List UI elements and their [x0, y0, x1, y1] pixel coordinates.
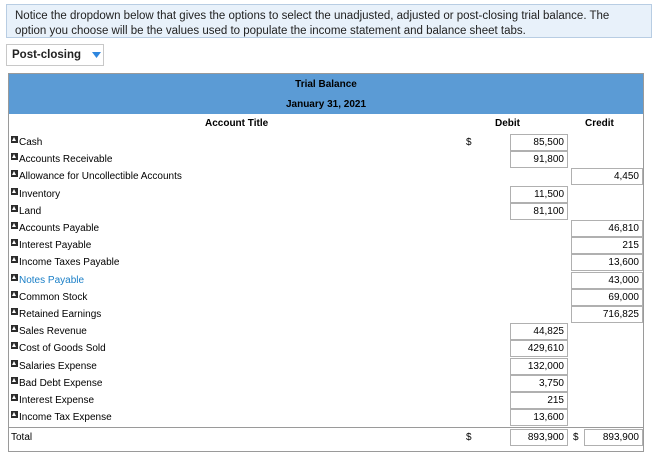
move-row-icon[interactable] [11, 325, 18, 332]
total-separator [9, 427, 643, 428]
account-title-cell[interactable] [11, 272, 84, 289]
account-title-cell [11, 392, 94, 409]
table-row [9, 323, 643, 340]
move-row-icon[interactable] [11, 136, 18, 143]
account-title-cell [11, 375, 102, 392]
account-title-text: Interest Expense [19, 395, 95, 406]
account-title-text: Bad Debt Expense [19, 377, 103, 389]
credit-cell[interactable]: 4,450 [571, 168, 643, 185]
account-title-text: Allowance for Uncollectible Accounts [19, 171, 182, 183]
move-row-icon[interactable] [11, 360, 18, 367]
account-title-text: Land [19, 205, 42, 217]
credit-cell[interactable]: 13,600 [571, 254, 643, 271]
move-row-icon[interactable] [11, 342, 18, 349]
table-row [9, 358, 643, 375]
account-title-text: Notes Payable [19, 274, 85, 286]
move-row-icon[interactable] [11, 239, 18, 246]
move-row-icon[interactable] [11, 256, 18, 263]
dropdown-selected-value: Post-closing [12, 49, 82, 61]
account-title-text: Salaries Expense [19, 360, 97, 372]
move-row-icon[interactable] [11, 308, 18, 315]
instructions-text: Notice the dropdown below that gives the options to select the unadjusted, adjusted or post-closing trial balance. The option you choose will be the values used to populate the income statement and balance sheet tabs. [15, 10, 610, 37]
debit-cell[interactable]: 13,600 [510, 409, 568, 426]
move-row-icon[interactable] [11, 291, 18, 298]
account-title-cell [11, 254, 119, 271]
account-title-cell [11, 323, 87, 340]
sheet-title: Trial Balance [295, 79, 357, 90]
table-row [9, 134, 643, 151]
currency-symbol: $ [466, 137, 472, 148]
account-title-cell [11, 340, 106, 357]
debit-cell[interactable]: 3,750 [510, 375, 568, 392]
currency-symbol: $ [573, 432, 579, 444]
table-row [9, 289, 643, 306]
account-title-cell [11, 289, 87, 306]
account-title-header: Account Title [205, 118, 269, 129]
account-title-cell [11, 409, 112, 426]
move-row-icon[interactable] [11, 222, 18, 229]
credit-cell[interactable]: 46,810 [571, 220, 643, 237]
total-label: Total [11, 432, 33, 444]
table-row [9, 272, 643, 289]
table-row-total [9, 429, 643, 446]
chevron-down-icon[interactable] [89, 45, 103, 65]
total-credit-cell[interactable]: 893,900 [584, 429, 643, 446]
table-row [9, 340, 643, 357]
debit-cell[interactable]: 44,825 [510, 323, 568, 340]
account-title-cell [11, 220, 99, 237]
account-title-cell [11, 186, 60, 203]
debit-header: Debit [495, 118, 520, 129]
trial-balance-header [9, 74, 643, 114]
account-title-text: Common Stock [19, 291, 88, 303]
trial-balance-sheet [8, 73, 644, 452]
instructions-note [6, 4, 652, 38]
debit-cell[interactable]: 91,800 [510, 151, 568, 168]
table-row [9, 220, 643, 237]
move-row-icon[interactable] [11, 394, 18, 401]
table-row [9, 186, 643, 203]
account-title-cell [11, 134, 42, 151]
table-row [9, 254, 643, 271]
sheet-date: January 31, 2021 [285, 99, 367, 110]
account-title-text: Inventory [19, 188, 61, 200]
table-row [9, 306, 643, 323]
credit-cell[interactable]: 716,825 [571, 306, 643, 323]
currency-symbol: $ [466, 432, 472, 444]
debit-cell[interactable]: 215 [510, 392, 568, 409]
move-row-icon[interactable] [11, 377, 18, 384]
move-row-icon[interactable] [11, 170, 18, 177]
table-row [9, 375, 643, 392]
credit-cell[interactable]: 43,000 [571, 272, 643, 289]
credit-cell[interactable]: 215 [571, 237, 643, 254]
table-row [9, 409, 643, 426]
account-title-text: Income Taxes Payable [19, 257, 120, 269]
table-row [9, 392, 643, 409]
move-row-icon[interactable] [11, 411, 18, 418]
move-row-icon[interactable] [11, 153, 18, 160]
total-debit-cell[interactable]: 893,900 [510, 429, 568, 446]
debit-cell[interactable]: 81,100 [510, 203, 568, 220]
account-title-cell [11, 203, 41, 220]
table-row [9, 203, 643, 220]
move-row-icon[interactable] [11, 188, 18, 195]
account-title-cell [11, 358, 97, 375]
account-title-text: Sales Revenue [19, 326, 87, 338]
trial-balance-type-dropdown[interactable] [6, 44, 104, 66]
table-row [9, 168, 643, 185]
debit-cell[interactable]: 85,500 [510, 134, 568, 151]
table-row [9, 237, 643, 254]
account-title-cell [11, 306, 101, 323]
credit-cell[interactable]: 69,000 [571, 289, 643, 306]
debit-cell[interactable]: 132,000 [510, 358, 568, 375]
account-title-text: Accounts Receivable [19, 154, 113, 166]
account-title-text: Cash [19, 137, 43, 148]
account-title-text: Retained Earnings [19, 309, 102, 320]
account-title-cell [11, 168, 182, 185]
table-row [9, 151, 643, 168]
account-title-cell [11, 151, 112, 168]
account-title-text: Cost of Goods Sold [19, 343, 106, 355]
account-title-cell [11, 237, 91, 254]
account-title-text: Interest Payable [19, 240, 92, 252]
debit-cell[interactable]: 429,610 [510, 340, 568, 357]
credit-header: Credit [585, 118, 614, 129]
move-row-icon[interactable] [11, 274, 18, 281]
move-row-icon[interactable] [11, 205, 18, 212]
account-title-text: Accounts Payable [19, 223, 100, 234]
debit-cell[interactable]: 11,500 [510, 186, 568, 203]
account-title-text: Income Tax Expense [19, 412, 112, 424]
